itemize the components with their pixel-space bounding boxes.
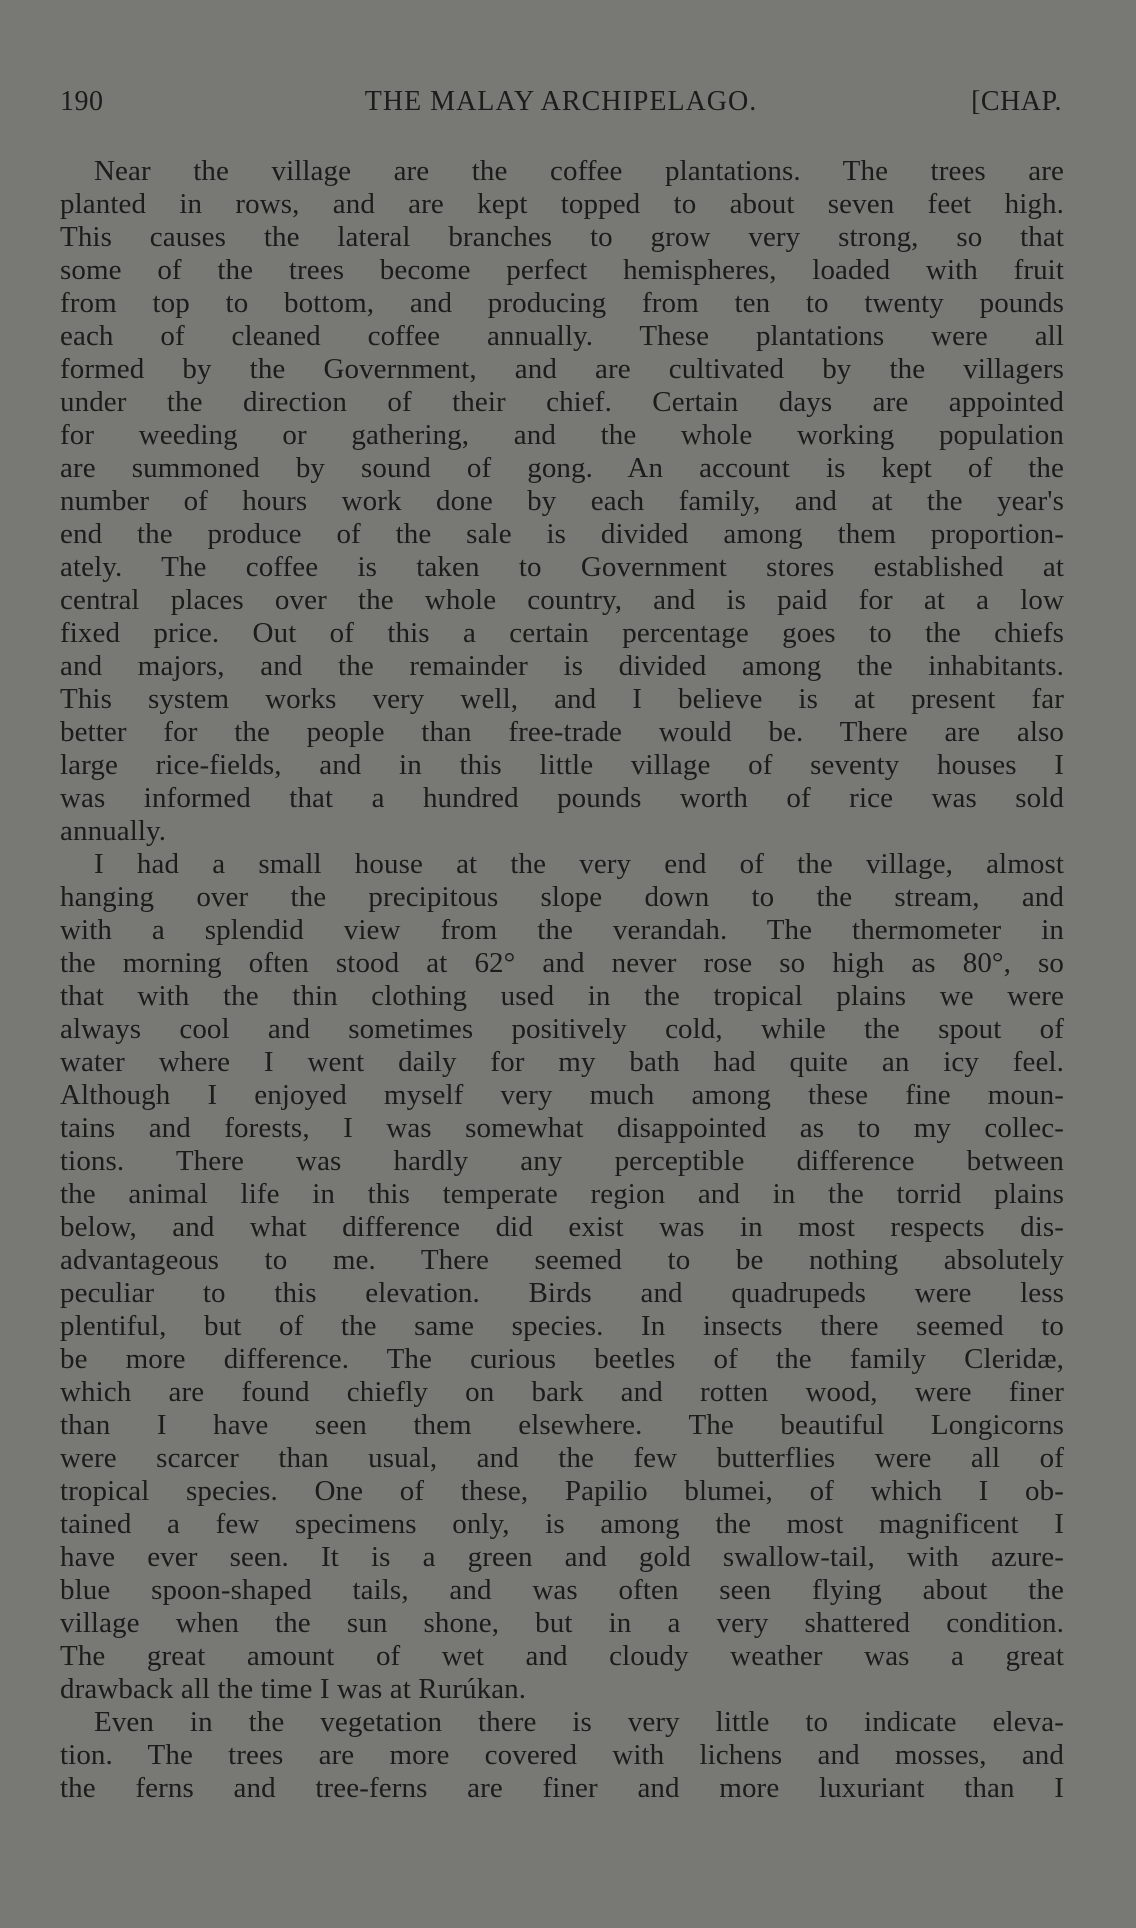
text-line: which are found chiefly on bark and rotten wood, were finer (60, 1376, 1064, 1408)
text-line: water where I went daily for my bath had quite an icy feel. (60, 1046, 1064, 1078)
text-line: peculiar to this elevation. Birds and quadrupeds were less (60, 1277, 1064, 1309)
text-line: each of cleaned coffee annually. These plantations were all (60, 320, 1064, 352)
text-line: drawback all the time I was at Rurúkan. (60, 1673, 527, 1705)
text-line: fixed price. Out of this a certain percentage goes to the chiefs (60, 617, 1064, 649)
text-line: below, and what difference did exist was in most respects dis- (60, 1211, 1064, 1243)
text-line: plentiful, but of the same species. In insects there seemed to (60, 1310, 1064, 1342)
text-line: large rice-fields, and in this little village of seventy houses I (60, 749, 1064, 781)
text-line: were scarcer than usual, and the few butterflies were all of (60, 1442, 1064, 1474)
text-line: advantageous to me. There seemed to be nothing absolutely (60, 1244, 1064, 1276)
text-line: than I have seen them elsewhere. The beautiful Longicorns (60, 1409, 1064, 1441)
text-line: blue spoon-shaped tails, and was often seen flying about the (60, 1574, 1064, 1606)
text-line: tion. The trees are more covered with lichens and mosses, and (60, 1739, 1064, 1771)
text-line: that with the thin clothing used in the tropical plains we were (60, 980, 1064, 1012)
text-line: better for the people than free-trade would be. There are also (60, 716, 1064, 748)
page-header (60, 86, 1062, 126)
text-line: under the direction of their chief. Certain days are appointed (60, 386, 1064, 418)
text-line: are summoned by sound of gong. An account is kept of the (60, 452, 1064, 484)
text-line: ately. The coffee is taken to Government stores established at (60, 551, 1064, 583)
text-line: tions. There was hardly any perceptible difference between (60, 1145, 1064, 1177)
chapter-label: [CHAP. (971, 86, 1062, 117)
text-line: the morning often stood at 62° and never rose so high as 80°, so (60, 947, 1064, 979)
text-line: always cool and sometimes positively cold, while the spout of (60, 1013, 1064, 1045)
text-line: end the produce of the sale is divided among them proportion- (60, 518, 1064, 550)
text-line: number of hours work done by each family, and at the year's (60, 485, 1064, 517)
text-line: with a splendid view from the verandah. The thermometer in (60, 914, 1064, 946)
text-line: tained a few specimens only, is among the most magnificent I (60, 1508, 1064, 1540)
text-line: village when the sun shone, but in a very shattered condition. (60, 1607, 1064, 1639)
text-line: Near the village are the coffee plantations. The trees are (94, 155, 1064, 187)
text-line: was informed that a hundred pounds worth of rice was sold (60, 782, 1064, 814)
text-line: and majors, and the remainder is divided among the inhabitants. (60, 650, 1064, 682)
text-line: tropical species. One of these, Papilio blumei, of which I ob- (60, 1475, 1064, 1507)
text-line: This causes the lateral branches to grow very strong, so that (60, 221, 1064, 253)
text-line: tains and forests, I was somewhat disappointed as to my collec- (60, 1112, 1064, 1144)
text-line: central places over the whole country, and is paid for at a low (60, 584, 1064, 616)
text-line: have ever seen. It is a green and gold swallow-tail, with azure- (60, 1541, 1064, 1573)
text-line: hanging over the precipitous slope down to the stream, and (60, 881, 1064, 913)
text-line: for weeding or gathering, and the whole working population (60, 419, 1064, 451)
running-title: THE MALAY ARCHIPELAGO. (364, 86, 758, 117)
text-line: This system works very well, and I believe is at present far (60, 683, 1064, 715)
text-line: Even in the vegetation there is very little to indicate eleva- (94, 1706, 1064, 1738)
text-line: annually. (60, 815, 167, 847)
text-line: the ferns and tree-ferns are finer and more luxuriant than I (60, 1772, 1064, 1804)
text-line: Although I enjoyed myself very much among these fine moun- (60, 1079, 1064, 1111)
page-number: 190 (60, 86, 104, 117)
text-line: the animal life in this temperate region and in the torrid plains (60, 1178, 1064, 1210)
text-line: some of the trees become perfect hemispheres, loaded with fruit (60, 254, 1064, 286)
body-text (60, 155, 1064, 1805)
text-line: formed by the Government, and are cultivated by the villagers (60, 353, 1064, 385)
text-line: from top to bottom, and producing from ten to twenty pounds (60, 287, 1064, 319)
text-line: The great amount of wet and cloudy weather was a great (60, 1640, 1064, 1672)
text-line: planted in rows, and are kept topped to about seven feet high. (60, 188, 1064, 220)
text-line: be more difference. The curious beetles of the family Cleridæ, (60, 1343, 1064, 1375)
text-line: I had a small house at the very end of the village, almost (94, 848, 1064, 880)
